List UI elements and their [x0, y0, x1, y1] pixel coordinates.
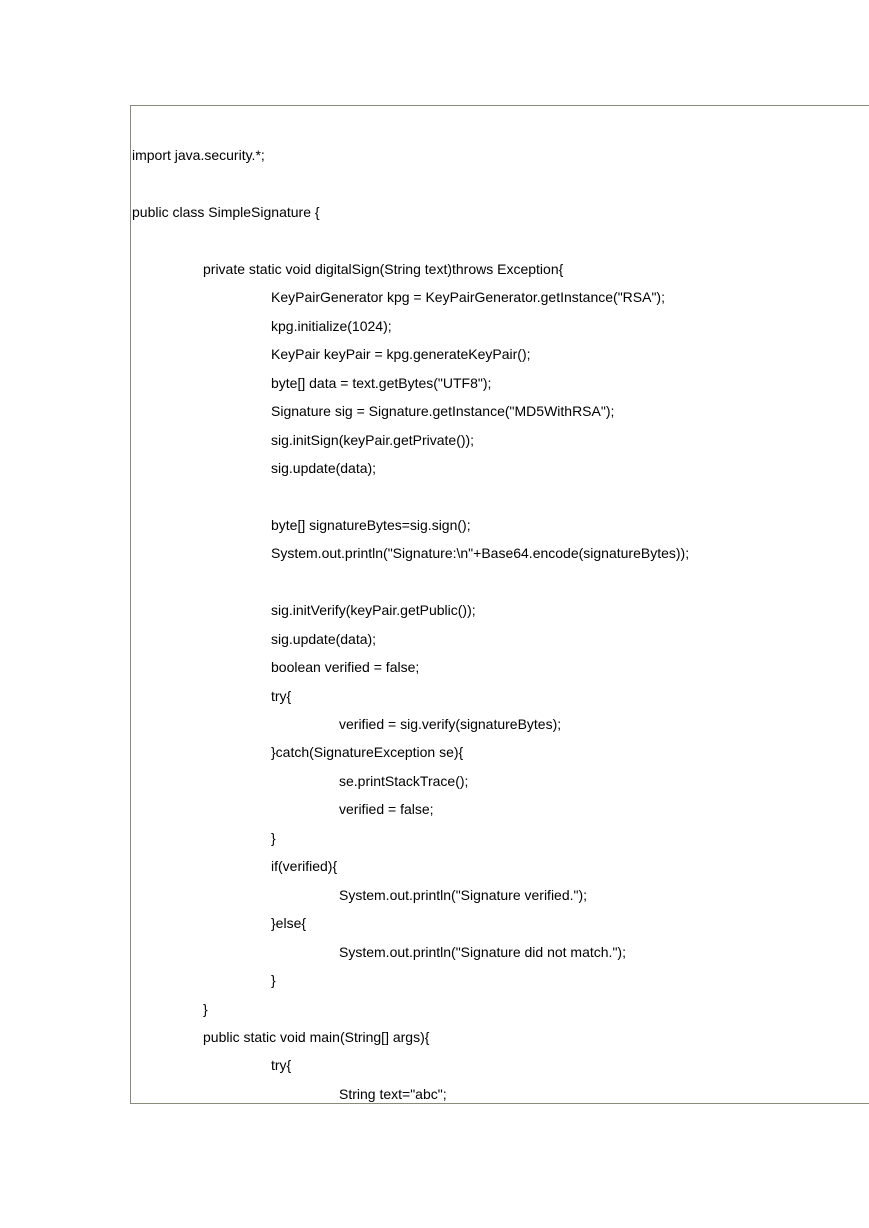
code-line: } [203, 1000, 208, 1017]
code-line: try{ [271, 687, 292, 704]
code-line: String text="abc"; [339, 1085, 447, 1102]
code-line: sig.initSign(keyPair.getPrivate()); [271, 431, 475, 448]
code-line: } [271, 829, 276, 846]
code-line: verified = sig.verify(signatureBytes); [339, 716, 562, 732]
code-line: System.out.println("Signature verified."); [339, 886, 588, 903]
code-line: if(verified){ [271, 858, 338, 875]
code-line: public static void main(String[] args){ [203, 1028, 430, 1045]
code-listing-box [130, 105, 869, 1104]
code-line: sig.update(data); [271, 459, 377, 476]
code-line: sig.update(data); [271, 630, 377, 647]
code-line: try{ [271, 1057, 292, 1074]
code-line: System.out.println("Signature did not match."); [339, 943, 626, 960]
code-line: byte[] signatureBytes=sig.sign(); [271, 516, 471, 533]
code-line: private static void digitalSign(String text)throws Exception{ [203, 260, 564, 277]
code-line: verified = false; [339, 801, 434, 818]
code-line: se.printStackTrace(); [339, 772, 469, 789]
code-line: public class SimpleSignature { [132, 203, 320, 220]
code-line: import java.security.*; [132, 147, 265, 163]
code-line: Signature sig = Signature.getInstance("MD5WithRSA"); [271, 403, 615, 420]
code-line: } [271, 972, 276, 989]
code-line: byte[] data = text.getBytes("UTF8"); [271, 374, 492, 391]
code-line: }else{ [271, 915, 307, 932]
code-line: }catch(SignatureException se){ [271, 744, 464, 761]
code-line: kpg.initialize(1024); [271, 317, 392, 334]
code-line: KeyPairGenerator kpg = KeyPairGenerator.getInstance("RSA"); [271, 289, 665, 306]
code-line: KeyPair keyPair = kpg.generateKeyPair(); [271, 346, 531, 363]
code-line: sig.initVerify(keyPair.getPublic()); [271, 602, 476, 619]
code-line: boolean verified = false; [271, 659, 420, 676]
code-line: System.out.println("Signature:\n"+Base64.encode(signatureBytes)); [271, 545, 690, 562]
